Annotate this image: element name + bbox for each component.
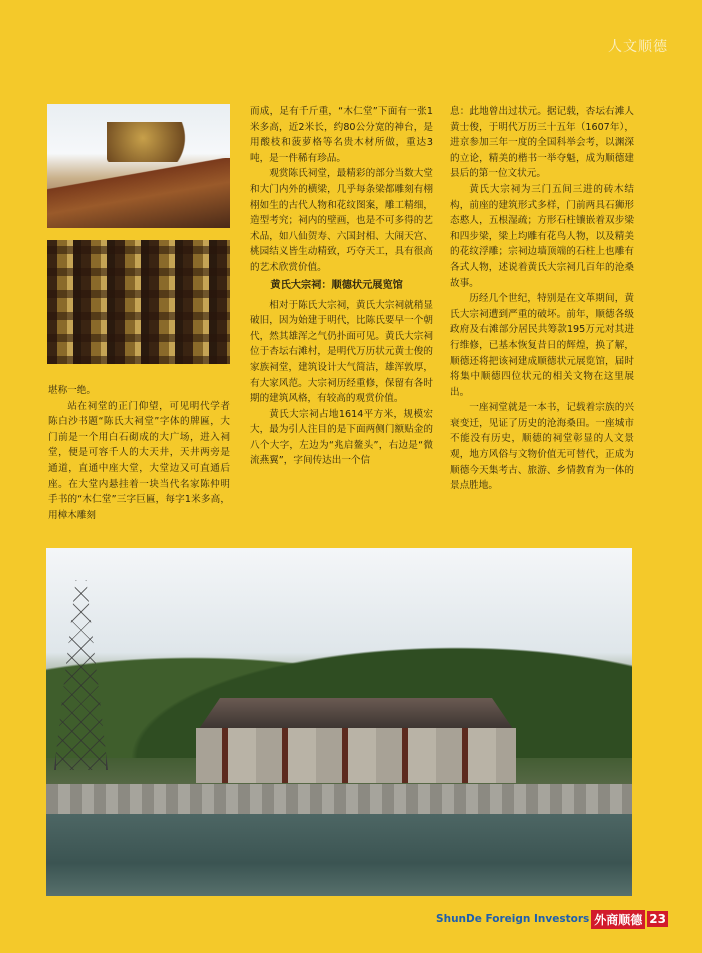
embankment-wall-shape	[46, 784, 632, 814]
paragraph: 黄氏大宗祠占地1614平方米，规模宏大，最为引人注目的是下面两侧门额贴金的八个大字，左边为“兆启鳌头”，右边是“微流燕翼”，字间传达出一个信	[250, 408, 433, 467]
roof-ridge-shape	[47, 158, 230, 228]
paragraph: 站在祠堂的正门仰望，可见明代学者陈白沙书题“陈氏大祠堂”字体的牌匾，大门前是一个用白石砌成的大广场，进入祠堂，便是可容千人的大天井，天井两旁是通道，直通中座大堂，大堂边又可直通后座。在大堂内悬挂着一块当代名家陈仲明手书的“木仁堂”三字巨匾，每字1米多高，用樟木雕刻	[48, 400, 230, 521]
paragraph: 一座祠堂就是一本书，记载着宗族的兴衰变迁，见证了历史的沧海桑田。一座城市不能没有历史，顺德的祠堂彰显的人文景观，地方风俗与文物价值无可替代，正成为顺德今天集考古、旅游、乡情教育为一体的景点胜地。	[450, 402, 634, 492]
article-column-right	[450, 104, 634, 494]
article-column-middle	[250, 104, 433, 469]
section-heading: 黄氏大宗祠：顺德状元展览馆	[270, 279, 403, 291]
paragraph: 历经几个世纪，特别是在文革期间，黄氏大宗祠遭到严重的破坏。前年，顺德各级政府及右滩部分居民共筹款195万元对其进行维修，已基本恢复昔日的辉煌，换了解，顺德还将把该祠建成顺德状元展览馆，届时将集中顺德四位状元的相关文物在这里展出。	[450, 293, 634, 398]
page-footer	[436, 910, 668, 928]
paragraph: 观赏陈氏祠堂，最精彩的部分当数大堂和大门内外的横梁，几乎每条梁都雕刻有栩栩如生的古代人物和花纹图案，雕工精细，造型考究；祠内的壁画，也是不可多得的艺术品，如八仙贺寿、六国封相、大闹天宫、桃园结义皆生动精致，巧夺天工，具有很高的艺术欣赏价值。	[250, 168, 433, 273]
ancestral-hall-building-shape	[186, 698, 526, 788]
paragraph: 堪称一绝。	[48, 385, 96, 396]
magazine-name-cn: 外商顺德	[591, 910, 645, 929]
roof-ornament-shape	[107, 122, 197, 162]
paragraph: 息：此地曾出过状元。据记载，杏坛右滩人黄士俊，于明代万历三十五年（1607年），进京参加三年一度的全国科举会考，以渊深的立论，精美的楷书一举夺魁，成为顺德建县后的第一位文状元。	[450, 106, 634, 180]
ancestral-hall-landscape-photo	[46, 548, 632, 896]
hall-roof-shape	[186, 698, 526, 728]
page-number: 23	[649, 912, 666, 926]
magazine-name-en: ShunDe Foreign Investors	[436, 913, 590, 925]
paragraph: 而成，足有千斤重，“木仁堂”下面有一张1米多高，近2米长，约80公分宽的神台，是用酸枝和菠萝格等名贵木材所做，重达3吨，是一件稀有珍品。	[250, 106, 433, 164]
pond-shape	[46, 814, 632, 896]
ancestral-hall-roof-photo	[47, 104, 230, 228]
section-label: 人文顺德	[608, 39, 668, 55]
hall-wall-shape	[196, 728, 516, 783]
article-column-left	[48, 383, 230, 523]
paragraph: 黄氏大宗祠为三门五间三进的砖木结构，前座的建筑形式多样，门前两具石狮形态憨人，五根湿疏；方形石柱镶嵌着双步梁和四步梁，梁上均雕有花鸟人物，以及精美的花纹浮雕；宗祠边墙顶端的石柱上也雕有各式人物，述说着黄氏大宗祠几百年的沧桑故事。	[450, 183, 634, 289]
paragraph: 相对于陈氏大宗祠，黄氏大宗祠就稍显破旧，因为始建于明代，比陈氏要早一个朝代，然其雄浑之气仍扑面可见。黄氏大宗祠位于杏坛右滩村，是明代万历状元黄士俊的家族祠堂，建筑设计大气简洁，雄浑敦厚，有大家风范。大宗祠历经重修，保留有各时期的建筑风格，有较高的观赏价值。	[250, 299, 433, 405]
wood-carving-photo	[47, 240, 230, 364]
